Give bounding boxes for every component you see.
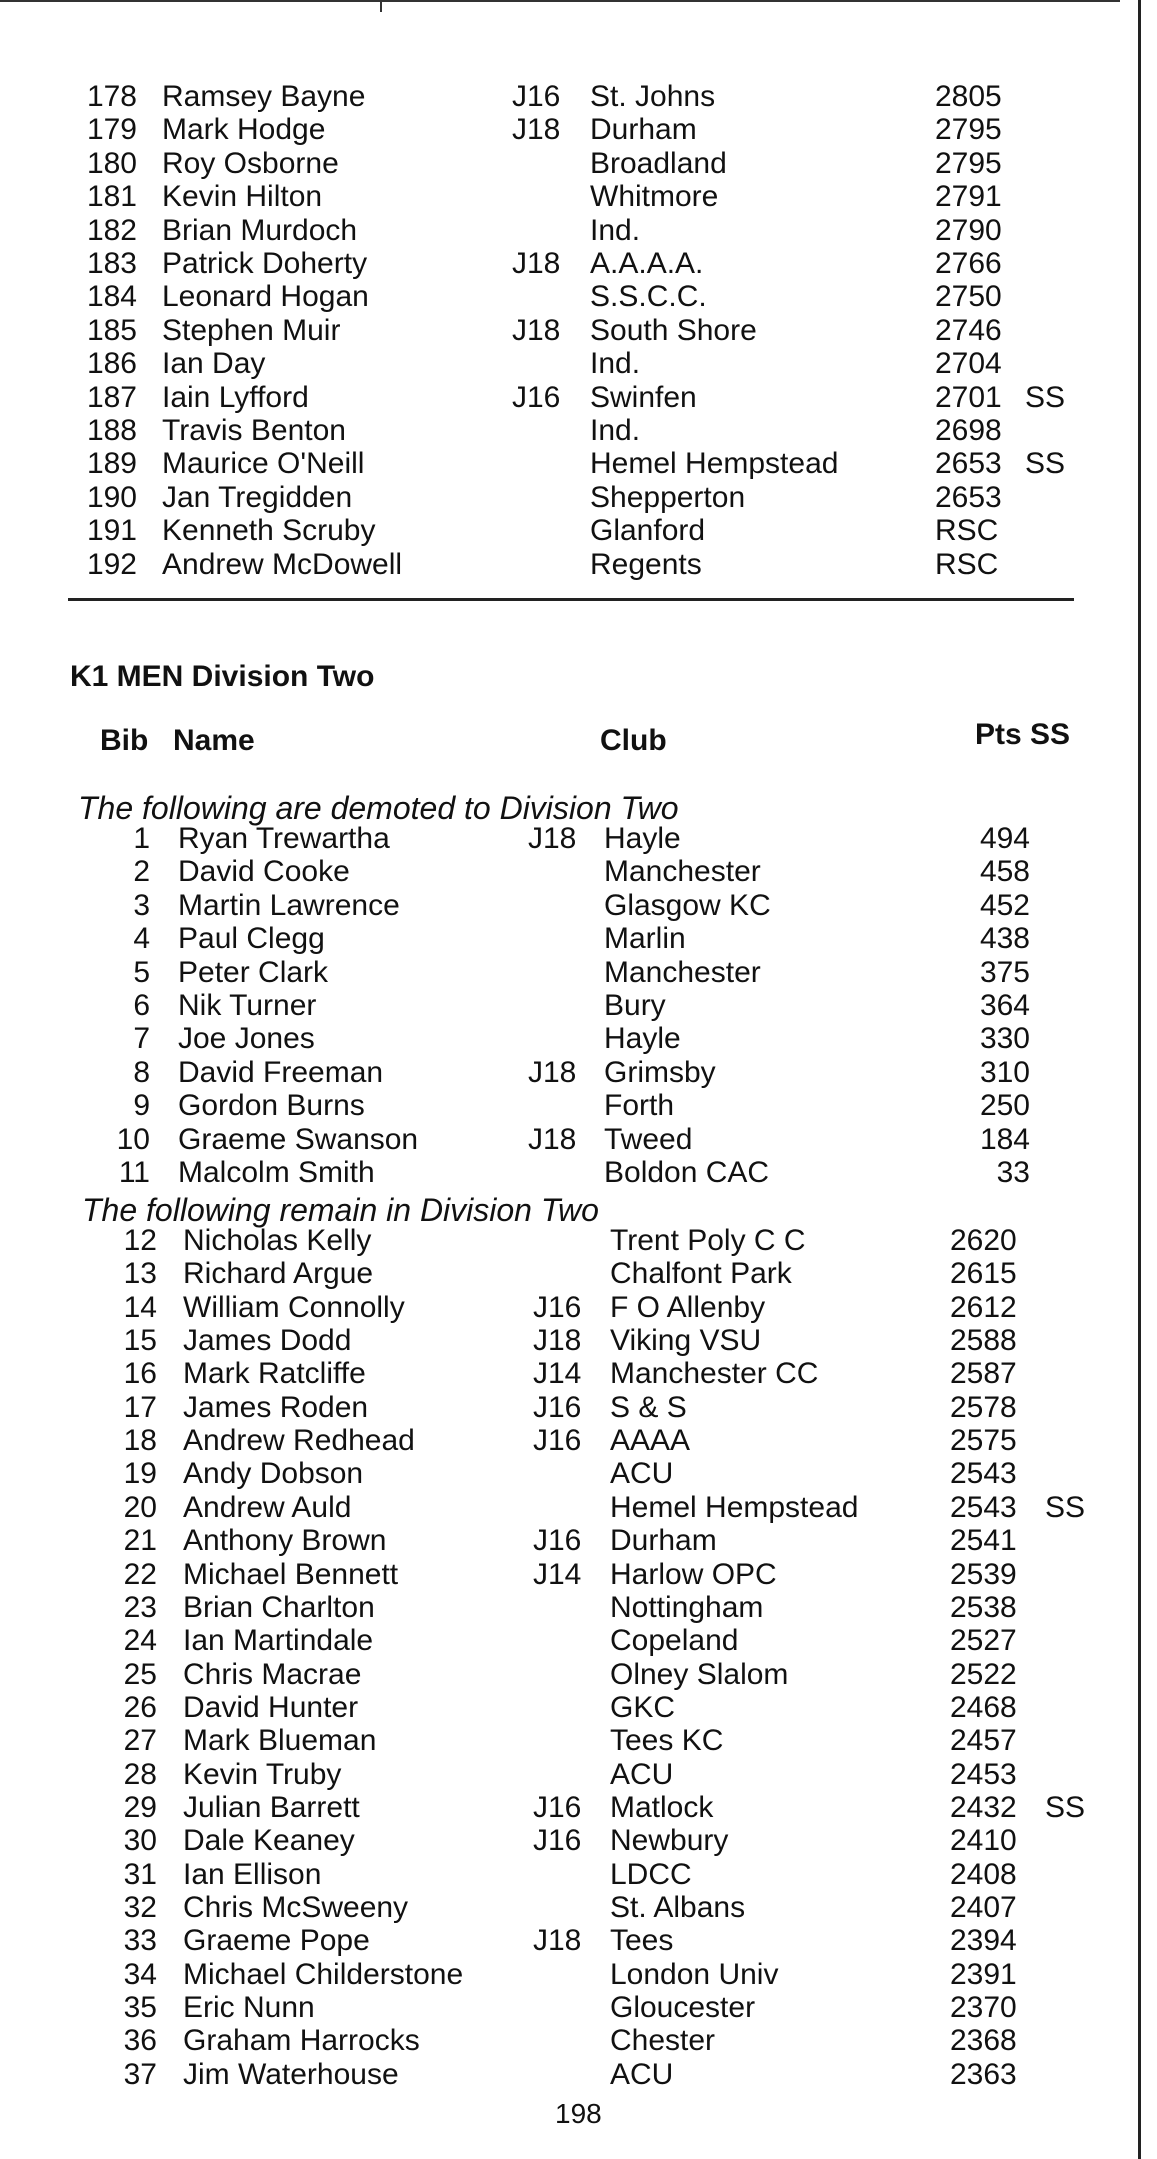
competitor-name: Anthony Brown — [183, 1524, 387, 1558]
result-row — [0, 1858, 1120, 1891]
points-value: 2432 — [950, 1790, 1017, 1824]
points-value: 2541 — [950, 1524, 1017, 1558]
club-name: Chester — [610, 2024, 716, 2058]
result-row — [0, 1324, 1120, 1357]
competitor-name: Graham Harrocks — [183, 2024, 420, 2058]
bib-number: 188 — [86, 414, 137, 447]
club-name: London Univ — [610, 1957, 779, 1991]
ss-marker: SS — [1045, 1790, 1086, 1824]
bib-number: 33 — [123, 1924, 157, 1958]
result-row — [0, 514, 1120, 547]
result-row — [0, 1391, 1120, 1424]
result-row — [0, 1991, 1120, 2024]
club-name: South Shore — [590, 313, 757, 347]
bib-number: 27 — [123, 1724, 157, 1758]
bib-number: 17 — [123, 1390, 157, 1424]
bib-number: 31 — [123, 1857, 157, 1891]
result-row — [0, 1491, 1120, 1524]
top-edge-tick — [380, 0, 382, 12]
competitor-name: Chris Macrae — [183, 1657, 362, 1691]
points-value: 375 — [979, 955, 1030, 989]
bib-number: 191 — [86, 514, 137, 548]
competitor-name: Chris McSweeny — [183, 1891, 409, 1924]
club-name: Harlow OPC — [610, 1557, 777, 1591]
result-row — [0, 1056, 1120, 1089]
points-value: 2790 — [935, 213, 1002, 247]
club-name: Tees — [610, 1924, 674, 1958]
points-value: 2543 — [950, 1490, 1017, 1524]
points-value: 2698 — [935, 414, 1002, 447]
result-row — [0, 989, 1120, 1022]
ss-marker: SS — [1045, 1490, 1086, 1524]
points-value: 2653 — [935, 447, 1002, 481]
bib-number: 187 — [86, 380, 137, 414]
club-name: Bury — [604, 989, 666, 1022]
competitor-name: Ian Day — [162, 347, 266, 381]
junior-category: J18 — [528, 1122, 577, 1156]
junior-category: J16 — [533, 1290, 582, 1324]
bib-number: 180 — [86, 146, 137, 180]
bib-number: 9 — [133, 1089, 150, 1123]
top-edge-rule — [0, 0, 1120, 2]
club-name: St. Albans — [610, 1891, 746, 1924]
bib-number: 28 — [123, 1757, 157, 1791]
competitor-name: Patrick Doherty — [162, 247, 368, 280]
points-value: 250 — [979, 1089, 1030, 1123]
result-row — [0, 347, 1120, 380]
points-value: 2746 — [935, 313, 1002, 347]
result-row — [0, 1958, 1120, 1991]
competitor-name: Andrew Redhead — [183, 1424, 415, 1458]
result-row — [0, 481, 1120, 514]
competitor-name: Andrew McDowell — [162, 547, 403, 581]
bib-number: 189 — [86, 447, 137, 481]
club-name: S.S.C.C. — [590, 280, 707, 314]
competitor-name: Joe Jones — [178, 1022, 315, 1056]
junior-category: J14 — [533, 1357, 582, 1391]
points-value: 310 — [979, 1055, 1030, 1089]
points-value: 2391 — [950, 1957, 1017, 1991]
result-row — [0, 1424, 1120, 1457]
competitor-name: David Freeman — [178, 1055, 384, 1089]
competitor-name: Michael Bennett — [183, 1557, 399, 1591]
result-row — [0, 1558, 1120, 1591]
club-name: Olney Slalom — [610, 1657, 789, 1691]
competitor-name: Graeme Pope — [183, 1924, 370, 1958]
club-name: AAAA — [610, 1424, 691, 1458]
club-name: A.A.A.A. — [590, 247, 704, 280]
bib-number: 32 — [123, 1891, 157, 1924]
competitor-name: Maurice O'Neill — [162, 447, 365, 481]
points-value: 2407 — [950, 1891, 1017, 1924]
club-name: Hayle — [604, 1022, 681, 1056]
competitor-name: Mark Ratcliffe — [183, 1357, 366, 1391]
competitor-name: Stephen Muir — [162, 313, 341, 347]
club-name: Nottingham — [610, 1590, 764, 1624]
bib-number: 190 — [86, 480, 137, 514]
club-name: Tees KC — [610, 1724, 724, 1758]
result-row — [0, 1824, 1120, 1857]
club-name: Manchester — [604, 955, 761, 989]
club-name: Hemel Hempstead — [590, 447, 839, 481]
points-value: 2795 — [935, 113, 1002, 147]
points-value: 438 — [979, 922, 1030, 956]
result-row — [0, 922, 1120, 955]
points-value: 2578 — [950, 1390, 1017, 1424]
club-name: Matlock — [610, 1790, 714, 1824]
competitor-name: Andy Dobson — [183, 1457, 364, 1491]
club-name: Ind. — [590, 414, 641, 447]
competitor-name: Paul Clegg — [178, 922, 325, 956]
competitor-name: Leonard Hogan — [162, 280, 369, 314]
points-value: 2701 — [935, 380, 1002, 414]
result-row — [0, 314, 1120, 347]
junior-category: J18 — [533, 1324, 582, 1358]
junior-category: J16 — [533, 1390, 582, 1424]
result-row — [0, 1457, 1120, 1490]
competitor-name: Gordon Burns — [178, 1089, 365, 1123]
bib-number: 25 — [123, 1657, 157, 1691]
points-value: 2620 — [950, 1224, 1017, 1257]
junior-category: J16 — [512, 80, 561, 113]
points-value: 2457 — [950, 1724, 1017, 1758]
competitor-name: Brian Murdoch — [162, 213, 358, 247]
junior-category: J16 — [512, 380, 561, 414]
club-name: Trent Poly C C — [610, 1224, 806, 1257]
competitor-name: Graeme Swanson — [178, 1122, 419, 1156]
competitor-name: Ryan Trewartha — [178, 822, 390, 855]
club-name: Copeland — [610, 1624, 739, 1658]
points-value: 184 — [979, 1122, 1030, 1156]
junior-category: J18 — [528, 1055, 577, 1089]
result-row — [0, 1724, 1120, 1757]
club-name: Glasgow KC — [604, 888, 771, 922]
club-name: S & S — [610, 1390, 687, 1424]
points-value: 2543 — [950, 1457, 1017, 1491]
right-edge-border — [1138, 0, 1141, 2159]
points-value: 2587 — [950, 1357, 1017, 1391]
club-name: Durham — [610, 1524, 717, 1558]
result-row — [0, 280, 1120, 313]
competitor-name: Iain Lyfford — [162, 380, 309, 414]
points-value: 2394 — [950, 1924, 1017, 1958]
header-club: Club — [600, 724, 667, 757]
junior-category: J18 — [512, 113, 561, 147]
bib-number: 10 — [116, 1122, 150, 1156]
club-name: Ind. — [590, 347, 641, 381]
club-name: Viking VSU — [610, 1324, 762, 1358]
bib-number: 30 — [123, 1824, 157, 1858]
result-row — [0, 1123, 1120, 1156]
result-row — [0, 1924, 1120, 1957]
bib-number: 179 — [86, 113, 137, 147]
junior-category: J16 — [533, 1790, 582, 1824]
bib-number: 34 — [123, 1957, 157, 1991]
competitor-name: Malcolm Smith — [178, 1156, 375, 1189]
result-row — [0, 1089, 1120, 1122]
club-name: Newbury — [610, 1824, 729, 1858]
competitor-name: Ian Ellison — [183, 1857, 322, 1891]
header-pts-ss: Pts SS — [975, 718, 1071, 751]
section-divider — [68, 598, 1074, 601]
result-row — [0, 956, 1120, 989]
competitor-name: Richard Argue — [183, 1257, 374, 1291]
points-value: 452 — [979, 888, 1030, 922]
competitor-name: Brian Charlton — [183, 1590, 375, 1624]
result-row — [0, 180, 1120, 213]
competitor-name: Dale Keaney — [183, 1824, 355, 1858]
club-name: Manchester — [604, 855, 761, 889]
points-value: 2766 — [935, 247, 1002, 280]
competitor-name: Ramsey Bayne — [162, 80, 366, 113]
club-name: Ind. — [590, 213, 641, 247]
junior-category: J18 — [512, 247, 561, 280]
junior-category: J14 — [533, 1557, 582, 1591]
result-row — [0, 1591, 1120, 1624]
bib-number: 12 — [123, 1224, 157, 1257]
points-value: 2453 — [950, 1757, 1017, 1791]
competitor-name: David Cooke — [178, 855, 350, 889]
bib-number: 181 — [86, 180, 137, 214]
club-name: Chalfont Park — [610, 1257, 792, 1291]
result-row — [0, 1524, 1120, 1557]
result-row — [0, 855, 1120, 888]
result-row — [0, 247, 1120, 280]
points-value: 33 — [996, 1156, 1030, 1189]
result-row — [0, 2024, 1120, 2057]
bib-number: 19 — [123, 1457, 157, 1491]
bib-number: 36 — [123, 2024, 157, 2058]
club-name: ACU — [610, 1757, 674, 1791]
club-name: Hayle — [604, 822, 681, 855]
club-name: Boldon CAC — [604, 1156, 770, 1189]
points-value: 2368 — [950, 2024, 1017, 2058]
result-row — [0, 1891, 1120, 1924]
club-name: Shepperton — [590, 480, 746, 514]
result-row — [0, 1691, 1120, 1724]
competitor-name: Julian Barrett — [183, 1790, 360, 1824]
bib-number: 23 — [123, 1590, 157, 1624]
bib-number: 35 — [123, 1991, 157, 2025]
result-row — [0, 414, 1120, 447]
club-name: ACU — [610, 1457, 674, 1491]
result-row — [0, 889, 1120, 922]
bib-number: 15 — [123, 1324, 157, 1358]
result-row — [0, 1291, 1120, 1324]
bib-number: 7 — [133, 1022, 150, 1056]
competitor-name: Jim Waterhouse — [183, 2057, 399, 2091]
junior-category: J16 — [533, 1424, 582, 1458]
bib-number: 20 — [123, 1490, 157, 1524]
result-row — [0, 822, 1120, 855]
competitor-name: Eric Nunn — [183, 1991, 315, 2025]
points-value: 2791 — [935, 180, 1002, 214]
bib-number: 13 — [123, 1257, 157, 1291]
club-name: Swinfen — [590, 380, 697, 414]
result-row — [0, 1791, 1120, 1824]
competitor-name: Peter Clark — [178, 955, 329, 989]
competitor-name: Andrew Auld — [183, 1490, 352, 1524]
header-bib: Bib — [100, 724, 149, 757]
bib-number: 4 — [133, 922, 150, 956]
club-name: Tweed — [604, 1122, 693, 1156]
club-name: ACU — [610, 2057, 674, 2091]
points-value: 2795 — [935, 146, 1002, 180]
competitor-name: Martin Lawrence — [178, 888, 400, 922]
junior-category: J18 — [528, 822, 577, 855]
points-value: 2527 — [950, 1624, 1017, 1658]
bib-number: 29 — [123, 1790, 157, 1824]
bib-number: 24 — [123, 1624, 157, 1658]
points-value: 2704 — [935, 347, 1002, 381]
result-row — [0, 214, 1120, 247]
bib-number: 37 — [123, 2057, 157, 2091]
points-value: 330 — [979, 1022, 1030, 1056]
points-value: 494 — [979, 822, 1030, 855]
page-number: 198 — [555, 2098, 602, 2129]
competitor-name: Ian Martindale — [183, 1624, 374, 1658]
club-name: LDCC — [610, 1857, 692, 1891]
ss-marker: SS — [1025, 380, 1066, 414]
competitor-name: Roy Osborne — [162, 146, 339, 180]
competitor-name: Jan Tregidden — [162, 480, 353, 514]
club-name: Grimsby — [604, 1055, 716, 1089]
competitor-name: Kevin Hilton — [162, 180, 323, 214]
points-value: 2539 — [950, 1557, 1017, 1591]
competitor-name: Nicholas Kelly — [183, 1224, 372, 1257]
bib-number: 11 — [118, 1156, 150, 1189]
club-name: Glanford — [590, 514, 706, 548]
competitor-name: James Roden — [183, 1390, 369, 1424]
club-name: Regents — [590, 547, 702, 581]
bib-number: 184 — [86, 280, 137, 314]
points-value: 2750 — [935, 280, 1002, 314]
competitor-name: Travis Benton — [162, 414, 346, 447]
result-row — [0, 147, 1120, 180]
points-value: 2410 — [950, 1824, 1017, 1858]
points-value: 2575 — [950, 1424, 1017, 1458]
points-value: 2370 — [950, 1991, 1017, 2025]
club-name: Marlin — [604, 922, 686, 956]
competitor-name: Mark Blueman — [183, 1724, 377, 1758]
header-name: Name — [173, 724, 255, 757]
competitor-name: Michael Childerstone — [183, 1957, 464, 1991]
bib-number: 178 — [86, 80, 137, 113]
bib-number: 8 — [133, 1055, 150, 1089]
club-name: Manchester CC — [610, 1357, 819, 1391]
bib-number: 14 — [123, 1290, 157, 1324]
points-value: 2408 — [950, 1857, 1017, 1891]
junior-category: J16 — [533, 1824, 582, 1858]
bib-number: 192 — [86, 547, 137, 581]
bib-number: 5 — [133, 955, 150, 989]
bib-number: 185 — [86, 313, 137, 347]
competitor-name: David Hunter — [183, 1690, 359, 1724]
result-row — [0, 1357, 1120, 1390]
points-value: 2612 — [950, 1290, 1017, 1324]
result-row — [0, 381, 1120, 414]
competitor-name: Nik Turner — [178, 989, 317, 1022]
points-value: 2615 — [950, 1257, 1017, 1291]
result-row — [0, 1624, 1120, 1657]
result-row — [0, 1257, 1120, 1290]
club-name: St. Johns — [590, 80, 716, 113]
points-value: 2468 — [950, 1690, 1017, 1724]
club-name: Gloucester — [610, 1991, 756, 2025]
bib-number: 3 — [133, 888, 150, 922]
bib-number: 26 — [123, 1690, 157, 1724]
bib-number: 18 — [123, 1424, 157, 1458]
result-row — [0, 548, 1120, 581]
club-name: GKC — [610, 1690, 676, 1724]
club-name: Broadland — [590, 146, 727, 180]
points-value: 458 — [979, 855, 1030, 889]
result-row — [0, 2058, 1120, 2091]
competitor-name: James Dodd — [183, 1324, 352, 1358]
result-row — [0, 113, 1120, 146]
club-name: Durham — [590, 113, 697, 147]
competitor-name: William Connolly — [183, 1290, 405, 1324]
junior-category: J18 — [533, 1924, 582, 1958]
points-value: 2538 — [950, 1590, 1017, 1624]
points-value: RSC — [935, 547, 999, 581]
bib-number: 1 — [133, 822, 150, 855]
bib-number: 2 — [133, 855, 150, 889]
result-row — [0, 80, 1120, 113]
competitor-name: Kenneth Scruby — [162, 514, 376, 548]
points-value: 364 — [979, 989, 1030, 1022]
bib-number: 6 — [133, 989, 150, 1022]
result-row — [0, 447, 1120, 480]
bib-number: 22 — [123, 1557, 157, 1591]
result-row — [0, 1156, 1120, 1189]
note-demoted: The following are demoted to Division Two — [78, 790, 679, 826]
club-name: Whitmore — [590, 180, 719, 214]
ss-marker: SS — [1025, 447, 1066, 481]
bib-number: 183 — [86, 247, 137, 280]
result-row — [0, 1658, 1120, 1691]
points-value: 2363 — [950, 2057, 1017, 2091]
competitor-name: Kevin Truby — [183, 1757, 342, 1791]
bib-number: 186 — [86, 347, 137, 381]
result-row — [0, 1224, 1120, 1257]
competitor-name: Mark Hodge — [162, 113, 326, 147]
points-value: 2522 — [950, 1657, 1017, 1691]
club-name: F O Allenby — [610, 1290, 766, 1324]
points-value: 2805 — [935, 80, 1002, 113]
club-name: Hemel Hempstead — [610, 1490, 859, 1524]
junior-category: J18 — [512, 313, 561, 347]
club-name: Forth — [604, 1089, 675, 1123]
bib-number: 21 — [123, 1524, 157, 1558]
points-value: 2588 — [950, 1324, 1017, 1358]
points-value: RSC — [935, 514, 999, 548]
section-title: K1 MEN Division Two — [70, 660, 375, 693]
result-row — [0, 1758, 1120, 1791]
note-remain: The following remain in Division Two — [82, 1192, 599, 1228]
result-row — [0, 1022, 1120, 1055]
bib-number: 16 — [123, 1357, 157, 1391]
points-value: 2653 — [935, 480, 1002, 514]
junior-category: J16 — [533, 1524, 582, 1558]
bib-number: 182 — [86, 213, 137, 247]
